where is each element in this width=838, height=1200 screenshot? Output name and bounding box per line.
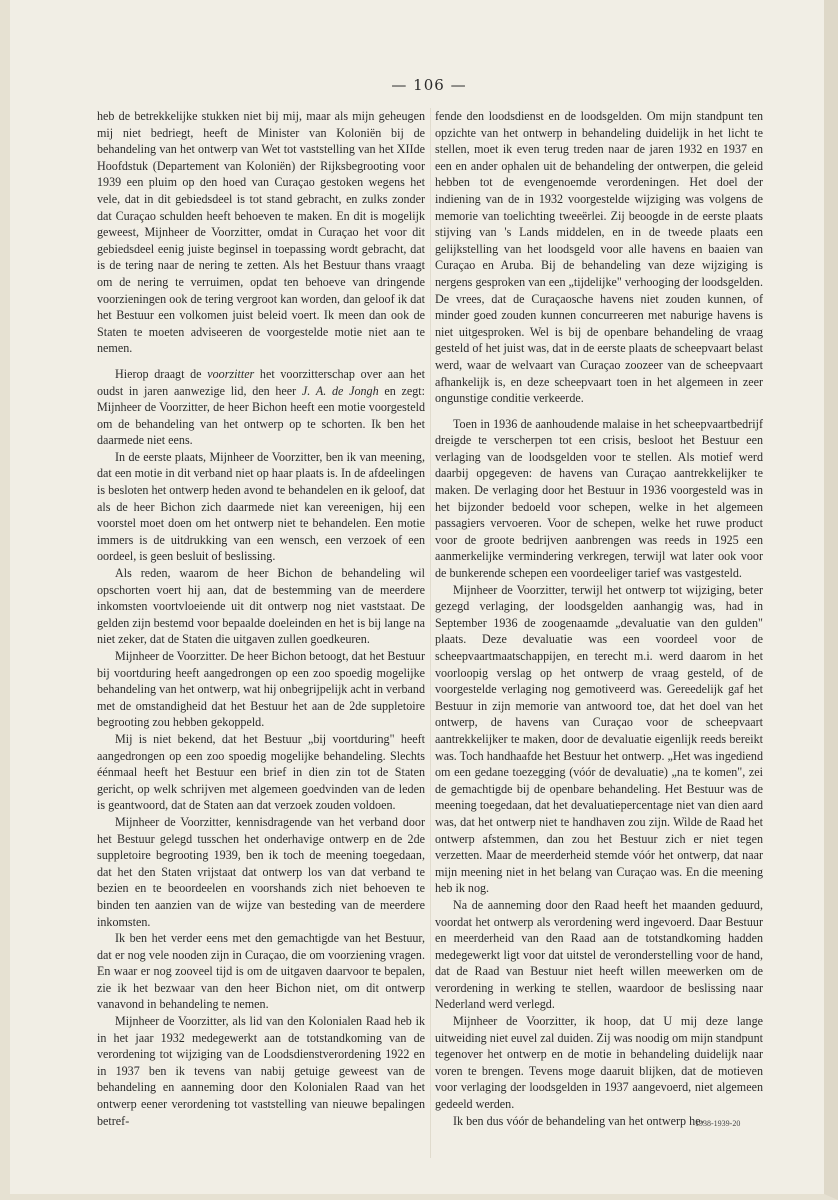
page-number: — 106 — bbox=[391, 76, 467, 94]
paragraph: Als reden, waarom de heer Bichon de behandeling wil opschorten voert hij aan, dat de bestemming van de meerdere inkomsten voortvloeiende uit dit ontwerp nog niet vaststaat. De gelden zijn bestemd voor bepaalde doeleinden en het is bij lange na niet zeker, dat de Staten die uitgaven zullen goedkeuren. bbox=[97, 566, 425, 647]
paragraph: In de eerste plaats, Mijnheer de Voorzitter, ben ik van meening, dat een motie in dit verband niet op haar plaats is. In de afdeelingen is besloten het ontwerp heden avond te behandelen en ik geloof, dat als de heer Bichon zich daarmede niet kan vereenigen, hij een voorstel moet doen om het ontwerp niet te behandelen. Een motie immers is de uitdrukking van een wensch, een verzoek of een oordeel, is geen besluit of beslissing. bbox=[97, 449, 425, 564]
paragraph: heb de betrekkelijke stukken niet bij mij, maar als mijn geheugen mij niet bedriegt, heeft de Minister van Koloniën bij de behandeling van het ontwerp van Wet tot vaststelling van het XIIde Hoofdstuk (Departement van Koloniën) der Rijksbegrooting voor 1939 een pluim op den hoed van Curaçao gestoken wegens het vele, dat in dit gebiedsdeel is tot stand gebracht, en zulks zonder dat Curaçao schulden heeft behoeven te maken. En dit is mogelijk geweest, Mijnheer de Voorzitter, omdat in Curaçao het voor dit gebiedsdeel eenig juiste beginsel in toepassing wordt gebracht, dat is de tering naar de nering te zetten. Als het Bestuur thans vraagt om de nering te verruimen, opdat ten behoeve van dringende voorzieningen ook de tering vergroot kan worden, dan geloof ik dat het Bestuur een volkomen juist beleid voert. Ik meen dan ook de Staten te moeten adviseeren de voorgestelde motie niet aan te nemen. bbox=[97, 109, 425, 356]
speaker-name: J. A. de Jongh bbox=[301, 383, 379, 398]
paragraph: Mijnheer de Voorzitter. De heer Bichon betoogt, dat het Bestuur bij voortduring heeft aangedrongen op een zoo spoedig mogelijke behandeling van het ontwerp, wat hij onbegrijpelijk acht in verband met de omstandigheid dat het Bestuur het aan de 2de suppletoire begrooting zou hebben gekoppeld. bbox=[97, 649, 425, 730]
paragraph: Mijnheer de Voorzitter, ik hoop, dat U mij deze lange uitweiding niet euvel zal duiden. Zij was noodig om mijn standpunt tegenover het ontwerp en de motie in behandeling duidelijk naar voren te brengen. Tevens moge daaruit blijken, dat de motieven voor verlaging der loodsgelden in 1937 aangevoerd, niet algemeen gedeeld werden. bbox=[435, 1014, 763, 1112]
paragraph: Mijnheer de Voorzitter, als lid van den Kolonialen Raad heb ik in het jaar 1932 medegewerkt aan de totstandkoming van de verordening tot wijziging van de Loodsdienstverordening 1922 en in 1937 ben ik tevens van nabij getuige geweest van de behandeling en aanneming door den Kolonialen Raad van het ontwerp eener verordening tot vaststelling van nieuwe bepalingen betref- bbox=[97, 1014, 425, 1128]
paragraph: Mijnheer de Voorzitter, kennisdragende van het verband door het Bestuur gelegd tusschen het onderhavige ontwerp en de 2de suppletoire begrooting 1939, ben ik toch de meening toegedaan, dat het den Staten vrijstaat dat ontwerp los van dat verband te bezien en te beoordeelen en voorshands zich niet behoeven te binden ten aanzien van de wijze van besteding van de meerdere inkomsten. bbox=[97, 814, 425, 929]
paragraph: Mijnheer de Voorzitter, terwijl het ontwerp tot wijziging, beter gezegd verlaging, der loodsgelden aanhangig was, had in September 1936 de zoogenaamde „devaluatie van den gulden" plaats. Deze devaluatie was een voordeel voor de scheepvaartmaatschappijen, en terecht m.i. werd daarom in het voorloopig verslag op het ontwerp de vraag gesteld, of de voorgestelde verlaging nog gemotiveerd was. Gereedelijk gaf het Bestuur in zijn memorie van antwoord toe, dat het doel van het ontwerp, de havens van Curaçao voor de scheepvaart aantrekkelijker te maken, door de devaluatie eigenlijk reeds bereikt was. Toch handhaafde het Bestuur het ontwerp. „Het was ingediend om een gedane toezegging (vóór de devaluatie) „na te komen", zei de gemachtigde bij de openbare behandeling. Het Bestuur was de meening toegedaan, dat het devaluatiepercentage niet van dien aard was, dat het ontwerp niet te handhaven zou zijn. Wilde de Raad het ontwerp afstemmen, dan zou het Bestuur zich er niet tegen verzetten. Maar de meerderheid stemde vóór het ontwerp, dat naar mijn meening niet in het belang van Curaçao was. En die meening heb ik nog. bbox=[435, 582, 763, 896]
paragraph: Ik ben het verder eens met den gemachtigde van het Bestuur, dat er nog vele nooden zijn in Curaçao, die om voorziening vragen. En waar er nog zooveel tijd is om de uitgaven daarvoor te bepalen, zie ik het bezwaar van den heer Bichon niet, om dit ontwerp vanavond in behandeling te nemen. bbox=[97, 931, 425, 1012]
paragraph: Hierop draagt de voorzitter het voorzitterschap over aan het oudst in jaren aanwezige lid, den heer J. A. de Jongh en zegt: Mijnheer de Voorzitter, de heer Bichon heeft een motie voorgesteld om de behandeling van het ontwerp op te schorten. Ik ben het daarmede niet eens. bbox=[97, 366, 425, 448]
paragraph: Mij is niet bekend, dat het Bestuur „bij voortduring" heeft aangedrongen op een zoo spoedig mogelijke behandeling. Slechts éénmaal heeft het Bestuur een brief in dien zin tot de Staten gericht, op welk schrijven met algemeen goedvinden van de leden is geantwoord, dat de Staten aan dat verzoek zouden voldoen. bbox=[97, 731, 425, 813]
paragraph: Ik ben dus vóór de behandeling van het ontwerp he- bbox=[453, 1113, 705, 1128]
left-column bbox=[97, 108, 425, 1129]
right-column bbox=[435, 108, 763, 1129]
paragraph: Na de aanneming door den Raad heeft het maanden geduurd, voordat het ontwerp als verordening werd ingevoerd. Daar Bestuur en meerderheid van den Raad aan de totstandkoming hadden medegewerkt ligt voor dat uitstel de veronderstelling voor de hand, dat de Raad van Bestuur niet heeft willen meewerken om de verordening in werking te stellen, waardoor de beslissing naar Nederland werd verlegd. bbox=[435, 897, 763, 1012]
column-divider bbox=[430, 108, 431, 1158]
speaker-emphasis: voorzitter bbox=[207, 366, 255, 381]
paragraph: fende den loodsdienst en de loodsgelden. Om mijn standpunt ten opzichte van het ontwerp in behandeling duidelijk in het licht te stellen, moet ik even terug treden naar de jaren 1932 en 1937 en een en ander ophalen uit de behandeling der ontwerpen, die geleid hebben tot de evengenoemde verordeningen. Het doel der indiening van de in 1932 voorgestelde wijziging was volgens de memorie van toelichting tweeërlei. Zij beoogde in de eerste plaats stijving van 's Lands middelen, en in de tweede plaats een gelijkstelling van het loodsgeld voor alle havens en baaien van Curaçao en Aruba. Bij de behandeling van deze wijziging is nergens gesproken van een „tijdelijke" verhooging der loodsgelden. De vrees, dat de Curaçaosche havens niet zouden kunnen, of minder goed zouden kunnen concurreeren met naburige havens is niet uitgesproken. Wel is bij de openbare behandeling de vraag gesteld of het juist was, dat in de eerste plaats de scheepvaart belast werd, waar de welvaart van Curaçao zoozeer van de scheepvaart afhankelijk is, en deze scheepvaart toen in het algemeen in zeer ongunstige conditie verkeerde. bbox=[435, 109, 763, 406]
paragraph: Toen in 1936 de aanhoudende malaise in het scheepvaartbedrijf dreigde te verscherpen tot een crisis, besloot het Bestuur een verlaging van de loodsgelden voor te stellen. Als motief werd daarbij opgegeven: de havens van Curaçao aantrekkelijker te maken. De verlaging door het Bestuur in 1936 voorgesteld was in het bijzonder bedoeld voor schepen, welke in het algemeen passagiers vervoeren. Voor de schepen, welke het ruwe product voor de groote bedrijven aanbrengen was reeds in 1925 een aanmerkelijke vermindering verkregen, terwijl wat later ook voor de bunkerende schepen een voordeeliger tarief was vastgesteld. bbox=[435, 416, 763, 581]
document-code: 1938-1939-20 bbox=[695, 1119, 741, 1128]
